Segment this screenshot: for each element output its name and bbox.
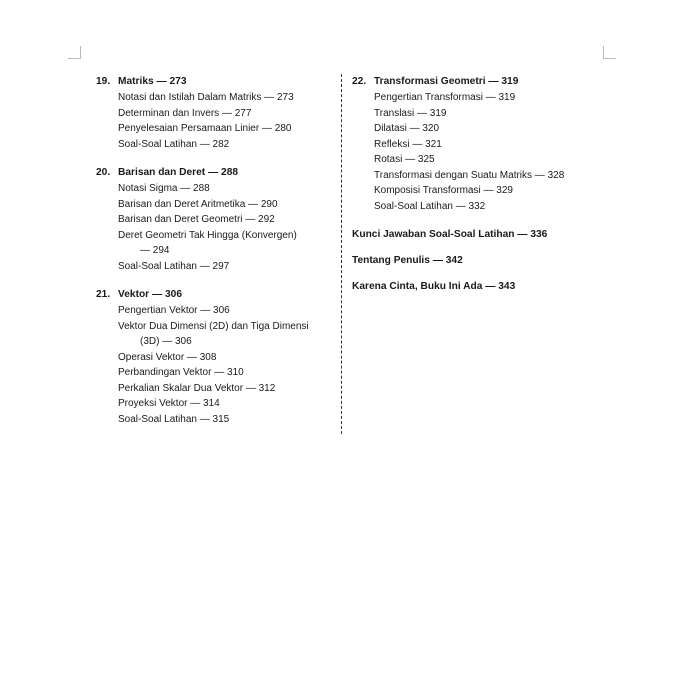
chapter-number: 20. — [96, 167, 111, 178]
toc-entry[interactable]: Notasi Sigma — 288 — [118, 183, 210, 194]
toc-entry[interactable]: Komposisi Transformasi — 329 — [374, 185, 513, 196]
toc-entry[interactable]: Rotasi — 325 — [374, 154, 435, 165]
chapter-title: Vektor — 306 — [118, 289, 182, 300]
toc-right-column — [352, 74, 588, 305]
toc-entry[interactable]: Dilatasi — 320 — [374, 123, 440, 134]
chapter-heading[interactable] — [352, 74, 588, 89]
chapter-number: 22. — [352, 76, 367, 87]
toc-entry[interactable]: Perbandingan Vektor — 310 — [118, 367, 244, 378]
toc-entry[interactable]: Operasi Vektor — 308 — [118, 351, 217, 363]
toc-entry[interactable]: Refleksi — 321 — [374, 138, 442, 150]
toc-entry[interactable]: Proyeksi Vektor — 314 — [118, 398, 220, 409]
chapter-heading[interactable] — [96, 74, 332, 89]
toc-entry[interactable]: Soal-Soal Latihan — 315 — [118, 413, 230, 425]
section-list — [118, 303, 332, 427]
toc-chapter-22 — [352, 74, 588, 214]
chapter-title: Matriks — 273 — [118, 76, 187, 87]
chapter-heading[interactable] — [96, 165, 332, 180]
chapter-heading[interactable] — [96, 287, 332, 302]
column-divider — [341, 74, 342, 434]
crop-mark-top-left — [68, 46, 81, 59]
chapter-number: 21. — [96, 289, 111, 300]
table-of-contents — [96, 74, 586, 434]
toc-entry[interactable]: Determinan dan Invers — 277 — [118, 107, 252, 119]
toc-entry[interactable]: Deret Geometri Tak Hingga (Konvergen) — [118, 229, 297, 241]
toc-entry[interactable]: Soal-Soal Latihan — 332 — [374, 200, 486, 212]
chapter-number: 19. — [96, 76, 111, 87]
toc-entry-continuation[interactable]: — 294 — [140, 245, 170, 256]
chapter-title: Barisan dan Deret — 288 — [118, 167, 239, 178]
toc-answer-key[interactable]: Kunci Jawaban Soal-Soal Latihan — 336 — [352, 229, 548, 240]
toc-entry[interactable]: Perkalian Skalar Dua Vektor — 312 — [118, 382, 276, 394]
section-list — [374, 90, 588, 214]
toc-entry[interactable]: Notasi dan Istilah Dalam Matriks — 273 — [118, 92, 294, 103]
toc-entry[interactable]: Translasi — 319 — [374, 107, 447, 119]
toc-afterword[interactable]: Karena Cinta, Buku Ini Ada — 343 — [352, 281, 516, 292]
toc-entry[interactable]: Soal-Soal Latihan — 297 — [118, 260, 230, 272]
toc-about-author[interactable]: Tentang Penulis — 342 — [352, 255, 463, 266]
toc-entry[interactable]: Vektor Dua Dimensi (2D) dan Tiga Dimensi — [118, 320, 309, 332]
section-list — [118, 181, 332, 274]
toc-chapter-20 — [96, 165, 332, 274]
toc-entry[interactable]: Pengertian Transformasi — 319 — [374, 92, 516, 103]
crop-mark-top-right — [603, 46, 616, 59]
toc-entry[interactable]: Barisan dan Deret Geometri — 292 — [118, 214, 275, 225]
toc-entry[interactable]: Transformasi dengan Suatu Matriks — 328 — [374, 169, 565, 181]
section-list — [118, 90, 332, 152]
toc-chapter-19 — [96, 74, 332, 152]
toc-entry-continuation[interactable]: (3D) — 306 — [140, 336, 192, 347]
toc-entry[interactable]: Penyelesaian Persamaan Linier — 280 — [118, 123, 292, 134]
toc-entry[interactable]: Pengertian Vektor — 306 — [118, 305, 230, 316]
toc-left-column — [96, 74, 332, 440]
toc-entry[interactable]: Barisan dan Deret Aritmetika — 290 — [118, 198, 278, 210]
toc-chapter-21 — [96, 287, 332, 427]
toc-entry[interactable]: Soal-Soal Latihan — 282 — [118, 138, 230, 150]
chapter-title: Transformasi Geometri — 319 — [374, 76, 519, 87]
